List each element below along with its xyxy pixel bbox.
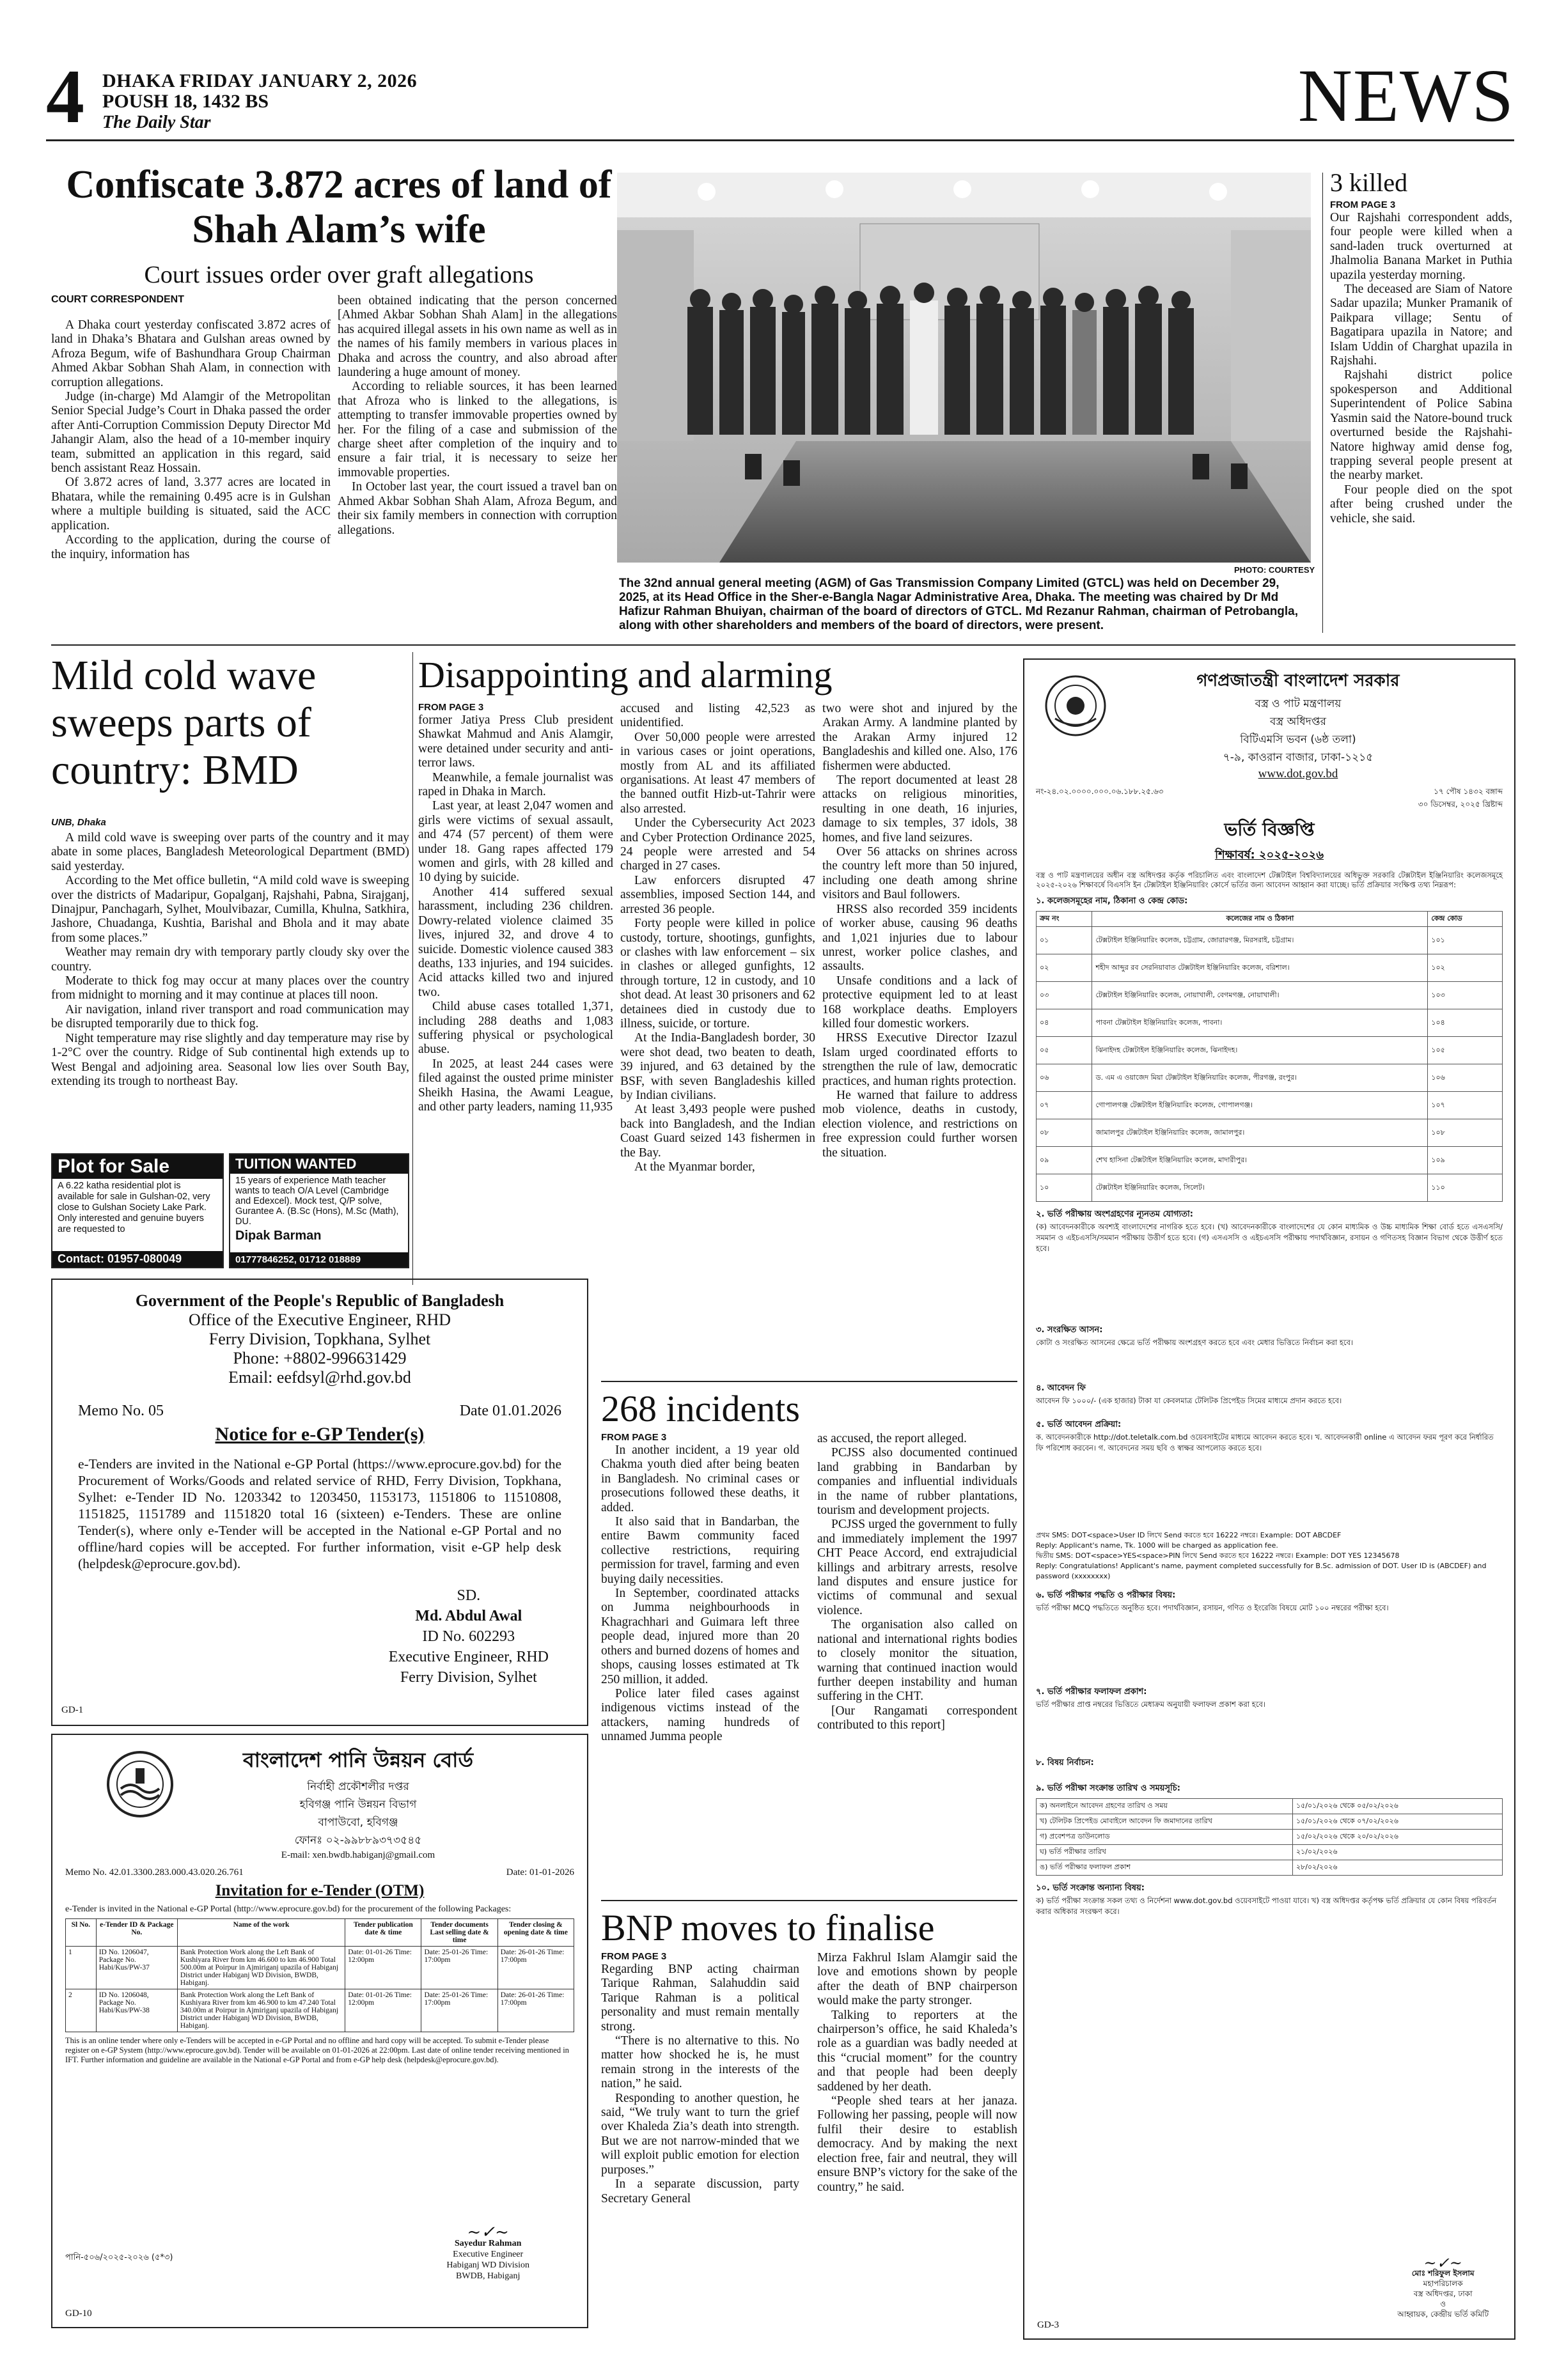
table-cell: ১১০: [1428, 1174, 1503, 1202]
dot-signer: মোঃ শরিফুল ইসলাম: [1411, 2269, 1475, 2278]
table-cell: ১০৪: [1428, 1009, 1503, 1037]
bwdb-title: বাংলাদেশ পানি উন্নয়ন বোর্ড: [242, 1748, 474, 1772]
table-header-row: [1037, 912, 1503, 927]
dot-section-3: ৩. সংরক্ষিত আসন:: [1036, 1325, 1103, 1335]
rhd-line-5: Email: eefdsyl@rhd.gov.bd: [228, 1368, 411, 1387]
table-cell: 1: [66, 1947, 97, 1989]
rhd-memo: Memo No. 05: [78, 1403, 164, 1419]
dot-section-2-text: (ক) আবেদনকারীকে অবশ্যই বাংলাদেশের নাগরিক হতে হবে। (খ) আবেদনকারীকে বাংলাদেশের যে কোন মাধ্যমিক ও উচ্চ মাধ্যমিক শিক্ষা বোর্ড হতে এসএসসি/সমমান ও এইচএসসি/সমমান পরীক্ষায় উত্তীর্ণ হতে হবে। (গ) এসএসসি ও এইচএসসি পরীক্ষায় পদার্থবিজ্ঞান, রসায়ন ও গণিতসহ বিজ্ঞান বিভাগ থেকে উত্তীর্ণ হতে হবে।: [1036, 1222, 1503, 1253]
table-row: [1037, 1092, 1503, 1119]
paragraph: Meanwhile, a female journalist was raped in Dhaka in March.: [418, 770, 613, 799]
paragraph: two were shot and injured by the Arakan Army. A landmine planted by the Arakan Army injured 12 Bangladeshis and killed one. Also, 176 fishermen were abducted.: [822, 702, 1017, 773]
agm-photo: [617, 173, 1311, 563]
table-cell: গোপালগঞ্জ টেক্সটাইল ইঞ্জিনিয়ারিং কলেজ, গোপালগঞ্জ।: [1092, 1092, 1428, 1119]
lead-byline: COURT CORRESPONDENT: [51, 294, 185, 305]
table-row: [1037, 1814, 1503, 1830]
section-rule: [601, 1900, 1017, 1901]
paragraph: In a separate discussion, party Secretary General: [601, 2177, 799, 2205]
table-cell: ০৮: [1037, 1119, 1092, 1147]
bnp-column-2: [817, 1951, 1017, 2195]
paragraph: The report documented at least 28 attacks on religious minorities, resulting in one death, 16 injuries, damage to six temples, 37 idols, 38 homes, and five land seizures.: [822, 774, 1017, 844]
dot-ministry: বস্ত্র ও পাট মন্ত্রণালয়: [1255, 697, 1342, 710]
table-cell: ID No. 1206047, Package No. Habi/Kus/PW-37: [96, 1947, 177, 1989]
page-number: 4: [46, 54, 84, 139]
table-cell: ১০৮: [1428, 1119, 1503, 1147]
plot-ad: [51, 1153, 224, 1268]
tuition-ad: [229, 1153, 409, 1268]
dot-title: ভর্তি বিজ্ঞপ্তি: [1224, 819, 1315, 840]
dot-section-5-text: ক. আবেদনকারীকে http://dot.teletalk.com.bd ওয়েবসাইটের মাধ্যমে আবেদন করতে হবে। খ. আবেদনকারী online এ আবেদন ফরম পূরণ করে নির্ধারিত ফি পরিশোধ করবেন। গ. আবেদনের সময় ছবি ও স্বাক্ষর আপলোড করতে হবে।: [1036, 1433, 1494, 1452]
bwdb-sub-2: হবিগঞ্জ পানি উন্নয়ন বিভাগ: [299, 1798, 417, 1811]
paragraph: accused and listing 42,523 as unidentified.: [620, 702, 815, 730]
table-header: Tender documents Last selling date & time: [421, 1919, 497, 1947]
disappointing-column-3: [822, 702, 1017, 1160]
table-cell: ১০৯: [1428, 1147, 1503, 1174]
dot-date-2: ৩০ ডিসেম্বর, ২০২৫ খ্রিষ্টাব্দ: [1418, 800, 1503, 809]
bwdb-memo: Memo No. 42.01.3300.283.000.43.020.26.761: [65, 1867, 244, 1878]
table-cell: Date: 26-01-26 Time: 17:00pm: [497, 1989, 574, 2032]
table-cell: ১৫/০১/২০২৬ থেকে ০৫/০২/২০২৬: [1292, 1799, 1502, 1814]
dot-section-7-text: ভর্তি পরীক্ষার প্রাপ্ত নম্বরের ভিত্তিতে মেধাক্রম অনুযায়ী ফলাফল প্রকাশ করা হবে।: [1036, 1700, 1265, 1709]
paragraph: According to reliable sources, it has been learned that Afroza who is linked to the allegations, is attempting to transfer immovable properties owned by her. For the filing of a case and submission of the charge sheet after completion of the inquiry and to ensure a fair trial, it is necessary to seize her immovable properties.: [338, 380, 617, 479]
paragraph: Over 50,000 people were arrested in various cases or joint operations, mostly from AL and its affiliated organisations. At least 47 members of the banned outfit Hizb-ut-Tahrir were also arrested.: [620, 730, 815, 816]
paragraph: Last year, at least 2,047 women and girls were victims of sexual assault, and 474 (57 percent) of them were under 18. Gang rapes affected 179 women and girls, with 28 killed and 10 dying by suicide.: [418, 799, 613, 885]
government-seal-icon: [1044, 674, 1108, 738]
plot-ad-body: A 6.22 katha residential plot is available for sale in Gulshan-02, very close to Gulshan Society Lake Park. Only interested and genuine buyers are requested to: [58, 1181, 210, 1234]
table-cell: টেক্সটাইল ইঞ্জিনিয়ারিং কলেজ, চট্টগ্রাম, জোরারগঞ্জ, মিরসরাই, চট্টগ্রাম।: [1092, 927, 1428, 954]
table-row: [1037, 1860, 1503, 1876]
dot-section-6: ৬. ভর্তি পরীক্ষার পদ্ধতি ও পরীক্ষার বিষয়:: [1036, 1591, 1176, 1600]
table-cell: ক) অনলাইনে আবেদন গ্রহণের তারিখ ও সময়: [1037, 1799, 1293, 1814]
bnp-column-1: [601, 1963, 799, 2206]
dot-section-10: ১০. ভর্তি সংক্রান্ত অন্যান্য বিষয়:: [1036, 1883, 1145, 1893]
bwdb-office: Habiganj WD Division: [446, 2260, 529, 2270]
paragraph: Mirza Fakhrul Islam Alamgir said the love and emotions shown by people after the death of BNP chairperson would make the party stronger.: [817, 1951, 1017, 2008]
cold-byline: UNB, Dhaka: [51, 817, 106, 828]
table-cell: Date: 26-01-26 Time: 17:00pm: [497, 1947, 574, 1989]
table-cell: ঙ) ভর্তি পরীক্ষার ফলাফল প্রকাশ: [1037, 1860, 1293, 1876]
table-cell: ০১: [1037, 927, 1092, 954]
rhd-line-4: Phone: +8802-996631429: [233, 1349, 407, 1367]
tuition-ad-body: 15 years of experience Math teacher wants to teach O/A Level (Cambridge and Edexcel). Mock test, Q/P solve, Gurantee A. (B.Sc (Hons), M.Sc (Math), DU.: [235, 1176, 399, 1227]
paragraph: “There is no alternative to this. No matter how shocked he is, he must remain strong in the interests of the nation,” he said.: [601, 2034, 799, 2091]
paragraph: “People shed tears at her janaza. Following her passing, people will now fulfil their desire to establish democracy. And by making the next election free, fair and neutral, they will ensure BNP’s victory for the sake of the country,” he said.: [817, 2094, 1017, 2194]
table-cell: Date: 25-01-26 Time: 17:00pm: [421, 1947, 497, 1989]
paragraph: According to the application, during the course of the inquiry, information has: [51, 533, 331, 561]
plot-ad-contact: Contact: 01957-080049: [52, 1251, 223, 1267]
paragraph: A Dhaka court yesterday confiscated 3.872 acres of land in Dhaka’s Bhatara and Gulshan areas owned by Afroza Begum, wife of Bashundhara Group Chairman Ahmed Akbar Sobhan Shah Alam, in connection with corruption allegations.: [51, 318, 331, 389]
dot-section-7: ৭. ভর্তি পরীক্ষার ফলাফল প্রকাশ:: [1036, 1687, 1147, 1697]
table-cell: ১০৫: [1428, 1037, 1503, 1064]
from-page: FROM PAGE 3: [1330, 199, 1396, 210]
bwdb-logo-icon: [105, 1749, 175, 1819]
paragraph: A mild cold wave is sweeping over parts of the country and it may abate in some places, Bangladesh Meteorological Department (BMD) said yesterday.: [51, 831, 409, 873]
section-rule: [51, 644, 1515, 646]
table-cell: ঘ) ভর্তি পরীক্ষার তারিখ: [1037, 1845, 1293, 1860]
table-cell: জামালপুর টেক্সটাইল ইঞ্জিনিয়ারিং কলেজ, জামালপুর।: [1092, 1119, 1428, 1147]
table-header: কলেজের নাম ও ঠিকানা: [1092, 912, 1428, 927]
paragraph: Forty people were killed in police custody, torture, shootings, gunfights, or clashes with law enforcement – six in clashes or alleged gunfights, 12 through torture, 12 in custody, and 10 shot dead. At least 30 prisoners and 62 detainees died in custody due to illness, suicide, or torture.: [620, 917, 815, 1031]
dot-section-5: ৫. ভর্তি আবেদন প্রক্রিয়া:: [1036, 1420, 1122, 1429]
table-header: e-Tender ID & Package No.: [96, 1919, 177, 1947]
table-cell: ২১/০২/২০২৬: [1292, 1845, 1502, 1860]
bwdb-title-en: Invitation for e-Tender (OTM): [215, 1882, 425, 1899]
lead-column-2: [338, 294, 617, 538]
bwdb-date: Date: 01-01-2026: [506, 1867, 574, 1878]
three-killed-body: [1330, 211, 1512, 526]
paragraph: Child abuse cases totalled 1,371, including 288 deaths and 1,083 suffering physical or psychological abuse.: [418, 1000, 613, 1057]
paragraph: It also said that in Bandarban, the entire Bawm community faced collective restrictions, requiring permission for travel, farming and even buying daily necessities.: [601, 1515, 799, 1586]
dot-section-2: ২. ভর্তি পরীক্ষায় অংশগ্রহণের ন্যূনতম যোগ্যতা:: [1036, 1209, 1193, 1219]
paragraph: He warned that failure to address mob violence, deaths in custody, election violence, and restrictions on free expression could further worsen the situation.: [822, 1088, 1017, 1160]
tuition-ad-name: Dipak Barman: [235, 1229, 322, 1243]
table-header: কেন্দ্র কোড: [1428, 912, 1503, 927]
paragraph: Police later filed cases against indigenous victims instead of the attackers, naming hundreds of unnamed Jumma people: [601, 1686, 799, 1744]
dot-section-10-text: ক) ভর্তি পরীক্ষা সংক্রান্ত সকল তথ্য ও নির্দেশনা www.dot.gov.bd ওয়েবসাইটে পাওয়া যাবে। খ) বস্ত্র অধিদপ্তর কর্তৃপক্ষ ভর্তি প্রক্রিয়ার যে কোন বিষয় পরিবর্তন করার অধিকার সংরক্ষণ করে।: [1036, 1896, 1497, 1916]
table-cell: খ) টেলিটক প্রিপেইড মোবাইলে আবেদন ফি জমাদানের তারিখ: [1037, 1814, 1293, 1830]
cold-body: [51, 831, 409, 1089]
disappointing-column-1: [418, 713, 613, 1114]
table-cell: গ) প্রবেশপত্র ডাউনলোড: [1037, 1830, 1293, 1845]
dot-dept: বস্ত্র অধিদপ্তর: [1270, 715, 1326, 728]
dot-signer-office: বস্ত্র অধিদপ্তর, ঢাকা: [1413, 2289, 1473, 2298]
table-row: [1037, 1799, 1503, 1814]
paragraph: Law enforcers disrupted 47 assemblies, imposed Section 144, and arrested 36 people.: [620, 873, 815, 916]
disappointing-column-2: [620, 702, 815, 1174]
table-cell: ID No. 1206048, Package No. Habi/Kus/PW-38: [96, 1989, 177, 2032]
bwdb-tender-table: [65, 1918, 574, 2032]
table-cell: ১৫/০১/২০২৬ থেকে ০৭/০২/২০২৬: [1292, 1814, 1502, 1830]
paragraph: Four people died on the spot after being crushed under the vehicle, she said.: [1330, 483, 1512, 525]
table-cell: ড. এম এ ওয়াজেদ মিয়া টেক্সটাইল ইঞ্জিনিয়ারিং কলেজ, পীরগঞ্জ, রংপুর।: [1092, 1064, 1428, 1092]
table-cell: টেক্সটাইল ইঞ্জিনিয়ারিং কলেজ, সিলেট।: [1092, 1174, 1428, 1202]
table-row: [1037, 1845, 1503, 1860]
table-header: Tender publication date & time: [345, 1919, 421, 1947]
paragraph: Unsafe conditions and a lack of protective equipment led to at least 168 workplace deaths. Employers killed four domestic workers.: [822, 974, 1017, 1031]
table-row: [1037, 1009, 1503, 1037]
table-row: [1037, 982, 1503, 1009]
sms-line: Reply: Congratulations! Applicant's name, payment completed successfully for B.Sc. admission of DOT. User ID is (ABCDEF) and password (xxxxxxxx): [1036, 1562, 1487, 1580]
table-cell: Bank Protection Work along the Left Bank of Kushiyara River from km 46.600 to km 46.900 Total 500.00m at Poirpur in Ajmiriganj upazila of Habiganj District under Habiganj WD Division, BWDB, Habiganj.: [177, 1947, 345, 1989]
table-row: [66, 1989, 574, 2032]
bwdb-intro: e-Tender is invited in the National e-GP Portal (http://www.eprocure.gov.bd) for the procurement of the following Packages:: [65, 1904, 512, 1914]
paper-logo: The Daily Star: [102, 113, 211, 132]
dateline: DHAKA FRIDAY JANUARY 2, 2026: [102, 70, 418, 91]
dot-memo: নং-২৪.০২.০০০০.০০০.০৬.১৮৮.২৫.৬৩: [1036, 787, 1164, 796]
signature-mark: ~✓~: [467, 2223, 509, 2242]
dot-notice: [1023, 658, 1515, 2340]
lead-subhead: Court issues order over graft allegations: [144, 261, 534, 288]
plot-ad-title: Plot for Sale: [52, 1155, 223, 1179]
paragraph: Regarding BNP acting chairman Tarique Rahman, Salahuddin said Tarique Rahman is a political personality and must remain mentally strong.: [601, 1963, 799, 2034]
incidents-column-1: [601, 1443, 799, 1745]
table-header: Tender closing & opening date & time: [497, 1919, 574, 1947]
column-divider: [1322, 173, 1323, 633]
bwdb-email: E-mail: xen.bwdb.habiganj@gmail.com: [281, 1850, 435, 1860]
three-killed-headline: 3 killed: [1330, 168, 1408, 197]
table-row: [1037, 1147, 1503, 1174]
dot-section-4: ৪. আবেদন ফি: [1036, 1383, 1086, 1393]
from-page: FROM PAGE 3: [601, 1432, 667, 1443]
table-row: [1037, 1174, 1503, 1202]
table-cell: শহীদ আব্দুর রব সেরনিয়াবাত টেক্সটাইল ইঞ্জিনিয়ারিং কলেজ, বরিশাল।: [1092, 954, 1428, 982]
dot-section-1: ১. কলেজসমূহের নাম, ঠিকানা ও কেন্দ্র কোড:: [1036, 896, 1188, 906]
bwdb-gd: GD-10: [65, 2308, 92, 2319]
paragraph: In September, coordinated attacks on Jumma neighbourhoods in Khagrachhari and Guimara left three people dead, injured more than 20 others and burned dozens of homes and shops, causing losses estimated at Tk 250 million, it added.: [601, 1587, 799, 1686]
paragraph: [Our Rangamati correspondent contributed to this report]: [817, 1704, 1017, 1732]
dot-intro: বস্ত্র ও পাট মন্ত্রণালয়ের অধীন বস্ত্র অধিদপ্তর কর্তৃক পরিচালিত এবং বাংলাদেশ টেক্সটাইল বিশ্ববিদ্যালয়ের অধিভুক্ত সরকারি টেক্সটাইল ইঞ্জিনিয়ারিং কলেজসমূহে ২০২৫-২০২৬ শিক্ষাবর্ষে বিএসসি ইন টেক্সটাইল ইঞ্জিনিয়ারিং কোর্সে ভর্তির জন্য আবেদন আহ্বান করা যাচ্ছে। ভর্তি প্রক্রিয়ার সংক্ষিপ্ত তথ্য নিম্নরূপ:: [1036, 871, 1503, 889]
table-cell: শেখ হাসিনা টেক্সটাইল ইঞ্জিনিয়ারিং কলেজ, মাদারীপুর।: [1092, 1147, 1428, 1174]
sms-instructions: [1036, 1530, 1503, 1582]
tuition-ad-title: TUITION WANTED: [230, 1155, 408, 1174]
paragraph: Talking to reporters at the chairperson’s office, he said Khaleda’s role as a guardian was badly needed at this “crucial moment” for the country and that people had been deeply saddened by her death.: [817, 2008, 1017, 2094]
dot-address: ৭-৯, কাওরান বাজার, ঢাকা-১২১৫: [1223, 751, 1374, 764]
table-cell: ১০২: [1428, 954, 1503, 982]
dot-signer-role: আহ্বায়ক, কেন্দ্রীয় ভর্তি কমিটি: [1397, 2310, 1489, 2319]
rhd-body: e-Tenders are invited in the National e-GP Portal (https://www.eprocure.gov.bd) for the Procurement of Works/Goods and related service of RHD, Ferry Division, Topkhana, Sylhet: e-Tender ID No. 1203342 to 1203450, 1153173, 1151806 to 11510808, 1151825, 1151789 and 1151820 total 16 (sixteen) e-Tenders. These are online Tender(s), where only e-Tender will be accepted in the National e-GP Portal and no offline/hard copies will be accepted. For further information, visit e-GP help desk (helpdesk@eprocure.gov.bd).: [78, 1456, 561, 1571]
colleges-table: [1036, 911, 1503, 1202]
paragraph: In another incident, a 19 year old Chakma youth died after being beaten in Bangladesh. No criminal cases or prosecutions followed these deaths, it added.: [601, 1443, 799, 1514]
dot-gov: গণপ্রজাতন্ত্রী বাংলাদেশ সরকার: [1196, 671, 1400, 690]
paragraph: The deceased are Siam of Natore Sadar upazila; Munker Pramanik of Paikpara village; Sentu of Bagatipara upazila in Natore; and Islam Uddin of Charghat upazila in Rajshahi.: [1330, 283, 1512, 368]
section-rule: [601, 1381, 1017, 1382]
table-header: ক্রম নং: [1037, 912, 1092, 927]
table-cell: ১৫/০২/২০২৬ থেকে ২০/০২/২০২৬: [1292, 1830, 1502, 1845]
table-cell: ১০৬: [1428, 1064, 1503, 1092]
dot-year: শিক্ষাবর্ষ: ২০২৫-২০২৬: [1214, 848, 1324, 862]
paragraph: Our Rajshahi correspondent adds, four people were killed when a sand-laden truck overturned at Jhalmolia Banana Market in Puthia upazila yesterday morning.: [1330, 211, 1512, 282]
rhd-date: Date 01.01.2026: [459, 1403, 561, 1419]
bnp-headline: BNP moves to finalise: [601, 1907, 935, 1948]
masthead-rule: [46, 139, 1514, 141]
sms-line: দ্বিতীয় SMS: DOT<space>YES<space>PIN লিখে Send করতে হবে 16222 নম্বরে। Example: DOT YES 12345678: [1036, 1552, 1400, 1560]
sms-line: প্রথম SMS: DOT<space>User ID লিখে Send করতে হবে 16222 নম্বরে। Example: DOT ABCDEF: [1036, 1531, 1342, 1539]
paragraph: In October last year, the court issued a travel ban on Ahmed Akbar Sobhan Shah Alam, Afroza Begum, and their six family members in connection with corruption allegations.: [338, 480, 617, 537]
paragraph: Under the Cybersecurity Act 2023 and Cyber Protection Ordinance 2025, 24 people were arrested and 54 charged in 27 cases.: [620, 816, 815, 873]
cold-headline: Mild cold wave sweeps parts of country: BMD: [51, 652, 317, 793]
dot-section-6-text: ভর্তি পরীক্ষা MCQ পদ্ধতিতে অনুষ্ঠিত হবে। পদার্থবিজ্ঞান, রসায়ন, গণিত ও ইংরেজি বিষয়ে মোট ১০০ নম্বরের পরীক্ষা হবে।: [1036, 1603, 1389, 1612]
paragraph: PCJSS urged the government to fully and immediately implement the 1997 CHT Peace Accord, end extrajudicial killings and arbitrary arrests, resolve land disputes and ensure justice for victims of communal and sexual violence.: [817, 1518, 1017, 1617]
table-row: [1037, 954, 1503, 982]
bwdb-number: পানি-৫০৬/২০২৫-২০২৬ (৫*৩): [65, 2253, 173, 2262]
paragraph: HRSS also recorded 359 incidents of worker abuse, causing 96 deaths and 1,021 injuries due to labour unrest, worker police clashes, and assaults.: [822, 902, 1017, 974]
table-cell: ০৭: [1037, 1092, 1092, 1119]
paragraph: Of 3.872 acres of land, 3.377 acres are located in Bhatara, while the remaining 0.495 acre is in Gulshan where a multiple building is situated, said the ACC application.: [51, 476, 331, 533]
paragraph: former Jatiya Press Club president Shawkat Mahmud and Anis Alamgir, were detained under security and anti-terror laws.: [418, 713, 613, 770]
incidents-column-2: [817, 1432, 1017, 1733]
bwdb-sub-1: নির্বাহী প্রকৌশলীর দপ্তর: [307, 1780, 409, 1793]
paragraph: At the India-Bangladesh border, 30 were shot dead, two beaten to death, 39 injured, and 63 detained by the BSF, with seven Bangladeshis killed by Indian civilians.: [620, 1031, 815, 1102]
dot-signer-title: মহাপরিচালক: [1423, 2279, 1463, 2288]
table-cell: 2: [66, 1989, 97, 2032]
rhd-title: Notice for e-GP Tender(s): [215, 1424, 425, 1445]
paragraph: Responding to another question, he said, “We truly want to turn the grief over Khaleda Zia’s death into strength. But we are not narrow-minded that we will exploit public emotion for election purposes.”: [601, 2091, 799, 2177]
dot-section-9: ৯. ভর্তি পরীক্ষা সংক্রান্ত তারিখ ও সময়সূচি:: [1036, 1784, 1180, 1793]
lead-headline: Confiscate 3.872 acres of land of Shah Alam’s wife: [66, 163, 612, 251]
paragraph: as accused, the report alleged.: [817, 1432, 967, 1445]
paragraph: The organisation also called on national and international rights bodies to closely monitor the situation, warning that continued inaction would further deepen instability and human suffering in the CHT.: [817, 1618, 1017, 1704]
table-cell: ১০১: [1428, 927, 1503, 954]
rhd-notice: [51, 1279, 588, 1726]
photo-credit: PHOTO: COURTESY: [1234, 565, 1315, 575]
table-cell: Bank Protection Work along the Left Bank of Kushiyara River from km 46.900 to km 47.240 Total 340.00m at Poirpur in Ajmiriganj upazila of Habiganj District under Habiganj WD Division, BWDB, Habiganj.: [177, 1989, 345, 2032]
bwdb-designation: Executive Engineer: [453, 2250, 524, 2259]
bwdb-sub-3: বাপাউবো, হবিগঞ্জ: [318, 1816, 398, 1829]
paragraph: Night temperature may rise slightly and day temperature may rise by 1-2°C over the country. Ridge of Sub continental high extends up to West Bengal and adjoining area. Seasonal low lies over South Bay, extending its trough to northeast Bay.: [51, 1031, 409, 1088]
table-row: [1037, 1037, 1503, 1064]
table-row: [66, 1947, 574, 1989]
rhd-designation: Executive Engineer, RHD: [388, 1649, 549, 1665]
bwdb-office-2: BWDB, Habiganj: [456, 2271, 521, 2281]
paragraph: PCJSS also documented continued land grabbing in Bandarban by companies and influential individuals in the name of rubber plantations, tourism and development projects.: [817, 1446, 1017, 1518]
paragraph: Air navigation, inland river transport and road communication may be disrupted temporarily due to thick fog.: [51, 1002, 409, 1031]
table-cell: ০৪: [1037, 1009, 1092, 1037]
table-cell: ১০৭: [1428, 1092, 1503, 1119]
rhd-office: Ferry Division, Sylhet: [400, 1669, 537, 1686]
bwdb-footer: This is an online tender where only e-Tenders will be accepted in e-GP Portal and no offline and hard copy will be accepted. To submit e-Tender please register on e-GP System (http://www.eprocure.gov.bd). Tender will be available on 01-01-2026 at 22:00pm. Last date of online tender receiving mentioned in IFT. Further information and guideline are available in the National e-GP Portal and from e-GP help desk (helpdesk@eprocure.gov.bd).: [65, 2036, 569, 2064]
bwdb-phone: ফোনঃ ০২-৯৯৮৮৯৩৭৩৫৪৫: [294, 1834, 422, 1847]
schedule-table: [1036, 1798, 1503, 1876]
bwdb-notice: [51, 1734, 588, 2328]
paragraph: Rajshahi district police spokesperson and Additional Superintendent of Police Sabina Yasmin said the Natore-bound truck overturned beside the Rajshahi-Natore highway amid dense fog, trapping several people present at the nearby market.: [1330, 368, 1512, 483]
paragraph: HRSS Executive Director Izazul Islam urged coordinated efforts to strengthen the rule of law, democratic practices, and human rights protection.: [822, 1031, 1017, 1088]
table-cell: Date: 01-01-26 Time: 12:00pm: [345, 1989, 421, 2032]
photo-caption: The 32nd annual general meeting (AGM) of Gas Transmission Company Limited (GTCL) was held on December 29, 2025, at its Head Office in the Sher-e-Bangla Nagar Administrative Area, Dhaka. The meeting was chaired by Dr Md Hafizur Rahman Bhuiyan, chairman of the board of directors of GTCL. Md Rezanur Rahman, chairman of Petrobangla, along with other shareholders and members of the board of directors, were present.: [619, 577, 1299, 632]
dot-section-8: ৮. বিষয় নির্বাচন:: [1036, 1758, 1094, 1768]
tuition-ad-phone: 01777846252, 01712 018889: [230, 1252, 408, 1267]
rhd-gd: GD-1: [61, 1705, 84, 1715]
table-row: [1037, 1064, 1503, 1092]
table-header: Sl No.: [66, 1919, 97, 1947]
from-page: FROM PAGE 3: [418, 702, 484, 713]
rhd-line-3: Ferry Division, Topkhana, Sylhet: [208, 1330, 431, 1348]
paragraph: Another 414 suffered sexual harassment, including 236 children. Dowry-related violence claimed 35 lives, injured 32, and drove 4 to suicide. Domestic violence caused 383 deaths, 133 injuries, and 194 suicides. Acid attacks killed two and injured two.: [418, 885, 613, 999]
bengali-date: POUSH 18, 1432 BS: [102, 91, 269, 112]
section-title: NEWS: [1297, 54, 1514, 137]
bwdb-signer: Sayedur Rahman: [454, 2239, 522, 2248]
table-cell: ১০৩: [1428, 982, 1503, 1009]
paragraph: Over 56 attacks on shrines across the country left more than 50 injured, including one death among shrine visitors and Baul followers.: [822, 845, 1017, 902]
table-cell: ০৩: [1037, 982, 1092, 1009]
paragraph: At the Myanmar border,: [634, 1160, 755, 1174]
table-cell: টেক্সটাইল ইঞ্জিনিয়ারিং কলেজ, নোয়াখালী, বেগমগঞ্জ, নোয়াখালী।: [1092, 982, 1428, 1009]
rhd-sd: SD.: [457, 1587, 481, 1604]
rhd-signer: Md. Abdul Awal: [415, 1608, 522, 1624]
paragraph: Weather may remain dry with temporary partly cloudy sky over the country.: [51, 945, 409, 974]
lead-column-1: [51, 318, 331, 562]
table-cell: পাবনা টেক্সটাইল ইঞ্জিনিয়ারিং কলেজ, পাবনা।: [1092, 1009, 1428, 1037]
paragraph: According to the Met office bulletin, “A mild cold wave is sweeping over the districts of Madaripur, Gopalganj, Rajshahi, Pabna, Sirajganj, Dinajpur, Panchagarh, Sylhet, Moulvibazar, Cumilla, Khulna, Satkhira, Jashore, Chuadanga, Kushtia, Barishal and Bhola and it may abate from some places.”: [51, 874, 409, 945]
table-row: [1037, 1830, 1503, 1845]
dot-date-1: ১৭ পৌষ ১৪৩২ বঙ্গাব্দ: [1434, 787, 1503, 796]
table-cell: ২৮/০২/২০২৬: [1292, 1860, 1502, 1876]
table-cell: Date: 25-01-26 Time: 17:00pm: [421, 1989, 497, 2032]
table-cell: ঝিনাইদহ টেক্সটাইল ইঞ্জিনিয়ারিং কলেজ, ঝিনাইদহ।: [1092, 1037, 1428, 1064]
dot-signer-and: ও: [1440, 2299, 1446, 2308]
paragraph: been obtained indicating that the person concerned [Ahmed Akbar Sobhan Shah Alam] in the allegations has acquired illegal assets in his own name as well as in the names of his family members in various places in Dhaka and across the country, and also abroad after laundering a huge amount of money.: [338, 294, 617, 380]
paragraph: At least 3,493 people were pushed back into Bangladesh, and the Indian Coast Guard seized 143 fishermen in the Bay.: [620, 1103, 815, 1160]
signature-mark: ~✓~: [1423, 2254, 1462, 2272]
column-divider: [412, 652, 413, 1285]
disappointing-headline: Disappointing and alarming: [418, 654, 833, 696]
from-page: FROM PAGE 3: [601, 1951, 667, 1962]
table-cell: ০৬: [1037, 1064, 1092, 1092]
dot-building: বিটিএমসি ভবন (৬ষ্ঠ তলা): [1240, 733, 1356, 746]
paragraph: Moderate to thick fog may occur at many places over the country from midnight to morning and it may continue at places till noon.: [51, 974, 409, 1002]
paragraph: In 2025, at least 244 cases were filed against the ousted prime minister Sheikh Hasina, the Awami League, and other party leaders, naming 11,935: [418, 1057, 613, 1114]
rhd-line-2: Office of the Executive Engineer, RHD: [189, 1311, 451, 1329]
table-cell: Date: 01-01-26 Time: 12:00pm: [345, 1947, 421, 1989]
dot-gd: GD-3: [1037, 2320, 1060, 2330]
table-row: [1037, 927, 1503, 954]
rhd-id: ID No. 602293: [422, 1628, 515, 1645]
table-cell: ০২: [1037, 954, 1092, 982]
table-row: [1037, 1119, 1503, 1147]
incidents-headline: 268 incidents: [601, 1388, 800, 1429]
rhd-line-1: Government of the People's Republic of Bangladesh: [135, 1291, 505, 1310]
dot-section-4-text: আবেদন ফি ১০০০/- (এক হাজার) টাকা যা কেবলমাত্র টেলিটক প্রিপেইড সিমের মাধ্যমে প্রদান করতে হবে।: [1036, 1396, 1342, 1405]
table-cell: ০৯: [1037, 1147, 1092, 1174]
dot-website: www.dot.gov.bd: [1258, 767, 1338, 781]
paragraph: Judge (in-charge) Md Alamgir of the Metropolitan Senior Special Judge’s Court in Dhaka passed the order after Anti-Corruption Commission Deputy Director Md Jahangir Alam, also the head of a 10-member inquiry team, submitted an application in this regard, said bench assistant Reaz Hossain.: [51, 390, 331, 476]
table-header-row: [66, 1919, 574, 1947]
table-header: Name of the work: [177, 1919, 345, 1947]
sms-line: Reply: Applicant's name, Tk. 1000 will be charged as application fee.: [1036, 1541, 1278, 1550]
table-cell: ১০: [1037, 1174, 1092, 1202]
dot-section-3-text: কোটা ও সংরক্ষিত আসনের ক্ষেত্রে ভর্তি পরীক্ষায় অংশগ্রহণ করতে হবে এবং মেধার ভিত্তিতে নির্বাচন করা হবে।: [1036, 1338, 1353, 1347]
table-cell: ০৫: [1037, 1037, 1092, 1064]
